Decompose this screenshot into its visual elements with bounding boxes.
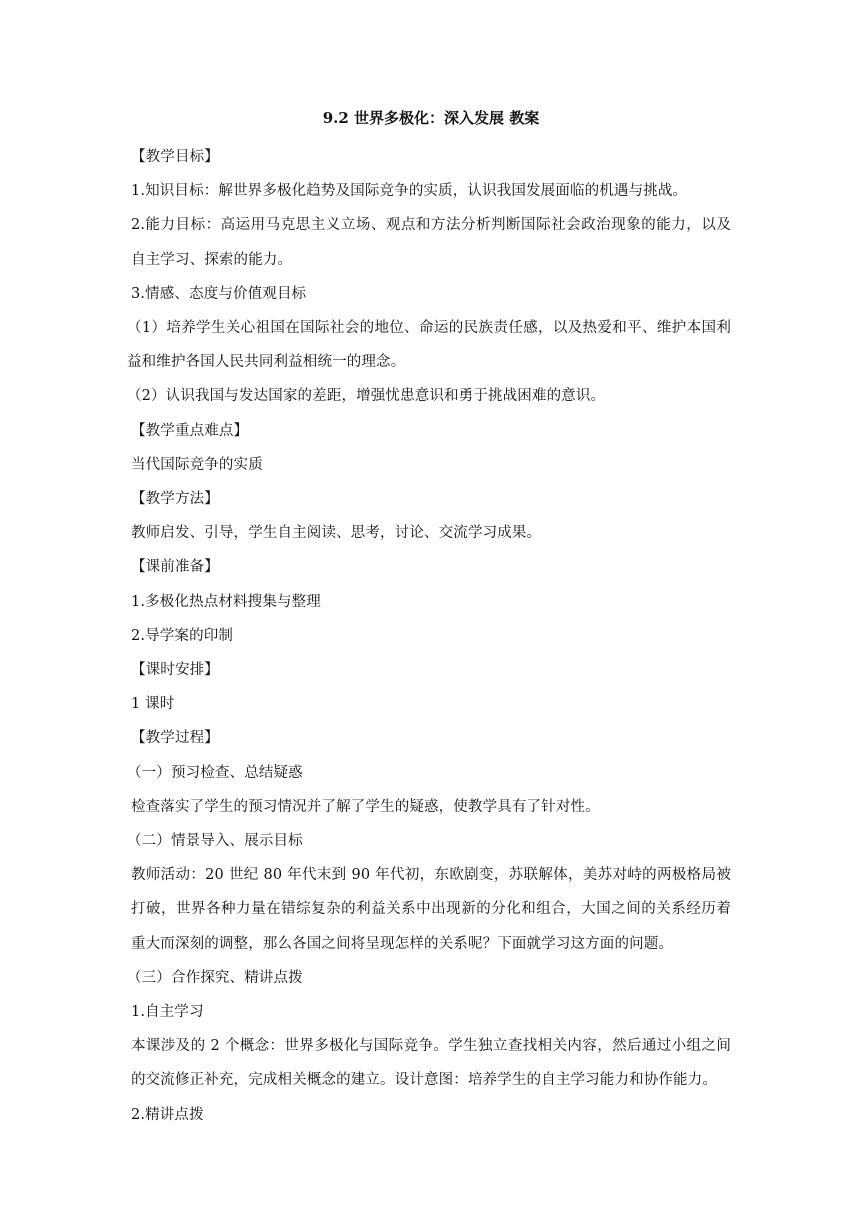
paragraph-values-goal-heading: 3.情感、态度与价值观目标 xyxy=(131,285,307,302)
paragraph-key-explanation-heading: 2.精讲点拨 xyxy=(131,1106,204,1123)
paragraph-values-goal-1: （1）培养学生关心祖国在国际社会的地位、命运的民族责任感，以及热爱和平、维护本国利益和维护各国人民共同利益相统一的理念。 xyxy=(127,320,731,371)
section-heading-schedule: 【课时安排】 xyxy=(131,662,219,679)
paragraph-knowledge-goal: 1.知识目标：解世界多极化趋势及国际竞争的实质，认识我国发展面临的机遇与挑战。 xyxy=(131,183,688,200)
document-title: 9.2 世界多极化：深入发展 教案 xyxy=(322,109,540,127)
paragraph-schedule: 1 课时 xyxy=(131,696,175,713)
paragraph-preparation-1: 1.多极化热点材料搜集与整理 xyxy=(131,593,321,610)
paragraph-self-study-body: 本课涉及的 2 个概念：世界多极化与国际竞争。学生独立查找相关内容，然后通过小组之间的交流修正补充，完成相关概念的建立。设计意图：培养学生的自主学习能力和协作能力。 xyxy=(131,1038,731,1089)
section-heading-preparation: 【课前准备】 xyxy=(131,559,219,576)
paragraph-process-step-3: （三）合作探究、精讲点拨 xyxy=(127,969,303,986)
paragraph-process-step-1-body: 检查落实了学生的预习情况并了解了学生的疑惑，使教学具有了针对性。 xyxy=(131,798,600,815)
section-heading-objectives: 【教学目标】 xyxy=(131,149,219,165)
section-heading-key-points: 【教学重点难点】 xyxy=(131,422,249,439)
section-heading-methods: 【教学方法】 xyxy=(131,491,219,508)
paragraph-teacher-activity: 教师活动：20 世纪 80 年代末到 90 年代初，东欧剧变，苏联解体，美苏对峙的两极格局被打破，世界各种力量在错综复杂的利益关系中出现新的分化和组合，大国之间的关系经历着重大而深刻的调整，那么各国之间将呈现怎样的关系呢？下面就学习这方面的问题。 xyxy=(131,867,731,952)
paragraph-self-study-heading: 1.自主学习 xyxy=(131,1004,204,1021)
paragraph-preparation-2: 2.导学案的印制 xyxy=(131,627,234,644)
paragraph-ability-goal: 2.能力目标：高运用马克思主义立场、观点和方法分析判断国际社会政治现象的能力，以及自主学习、探索的能力。 xyxy=(131,217,731,268)
paragraph-process-step-1: （一）预习检查、总结疑惑 xyxy=(127,764,303,781)
paragraph-methods: 教师启发、引导，学生自主阅读、思考，讨论、交流学习成果。 xyxy=(131,525,542,542)
section-heading-process: 【教学过程】 xyxy=(131,730,219,747)
paragraph-process-step-2: （二）情景导入、展示目标 xyxy=(127,833,303,850)
document-body xyxy=(127,108,731,1132)
paragraph-values-goal-2: （2）认识我国与发达国家的差距，增强忧患意识和勇于挑战困难的意识。 xyxy=(127,388,606,405)
paragraph-key-points: 当代国际竞争的实质 xyxy=(131,456,263,473)
